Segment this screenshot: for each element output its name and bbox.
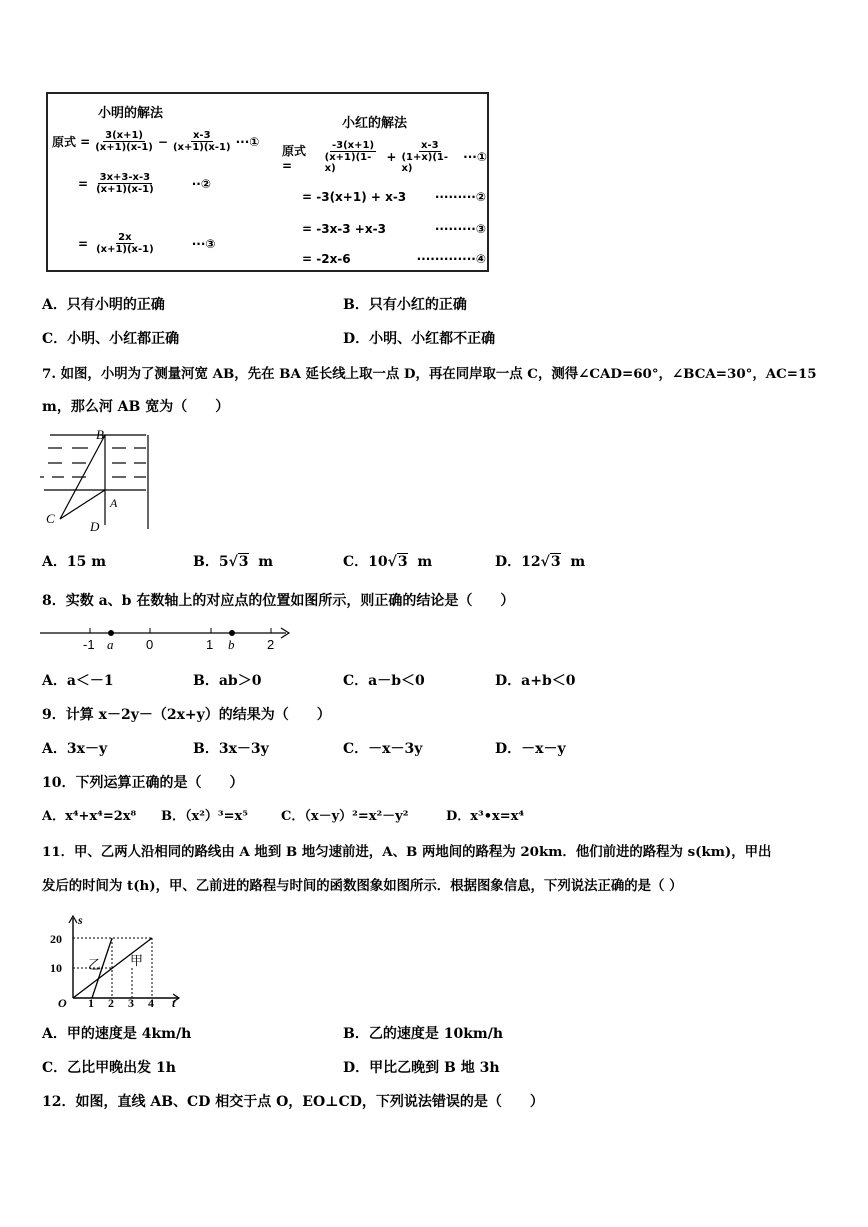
q6-option-a[interactable]: A．只有小明的正确 <box>42 297 165 313</box>
q8-point-a: a <box>107 637 114 652</box>
q8-tick-2: 2 <box>267 637 275 652</box>
q11-graph <box>44 912 184 1008</box>
q8-tick-0: 0 <box>146 637 154 652</box>
q10-option-c[interactable]: C．（x－y）²=x²－y² <box>281 809 409 824</box>
q9-option-a[interactable]: A．3x－y <box>42 741 108 757</box>
q11-stem-line1: 11．甲、乙两人沿相同的路线由 A 地到 B 地匀速前进，A、B 两地间的路程为 20km．他们前进的路程为 s(km)，甲出 <box>42 844 772 860</box>
hong-step1: 原式 = $\frac{-3(x+1)}{(x+1)(1-x)}$ + $\frac{x-3}{(1+x)(1-x)}$ ···① <box>282 140 487 174</box>
q11-origin: O <box>58 996 67 1008</box>
q11-ytick-10: 10 <box>50 961 62 975</box>
q8-tick-neg1: -1 <box>83 637 95 652</box>
q11-xtick-3: 3 <box>128 996 134 1008</box>
q8-option-c[interactable]: C．a－b＜0 <box>343 673 425 689</box>
ming-step1: 原式 = $\frac{3(x+1)}{(x+1)(x-1)}$ − $\frac{x-3}{(x+1)(x-1)}$ ···① <box>52 130 260 153</box>
q11-label-jia: 甲 <box>130 954 144 969</box>
q7-label-d: D <box>90 519 100 534</box>
sqrt-icon: √ <box>228 554 238 570</box>
q8-stem: 8．实数 a、b 在数轴上的对应点的位置如图所示，则正确的结论是（ ） <box>42 593 515 609</box>
ming-step2: = $\frac{3x+3-x-3}{(x+1)(x-1)}$ ··② <box>78 172 211 195</box>
q9-stem: 9．计算 x－2y－（2x+y）的结果为（ ） <box>42 707 331 723</box>
q11-stem-line2: 发后的时间为 t(h)，甲、乙前进的路程与时间的函数图象如图所示．根据图象信息，下列说法正确的是（ ） <box>42 878 683 894</box>
q11-s-label: s <box>78 913 83 927</box>
q7-label-a: A <box>110 496 118 510</box>
q10-option-a[interactable]: A．x⁴+x⁴=2x⁸ <box>42 809 137 824</box>
q7-option-a[interactable]: A．15 m <box>42 554 107 570</box>
ming-step3: = $\frac{2x}{(x+1)(x-1)}$ ···③ <box>78 232 216 255</box>
sqrt-icon: √ <box>540 554 550 570</box>
q8-point-b: b <box>228 637 235 652</box>
q8-tick-1: 1 <box>206 637 214 652</box>
q10-option-d[interactable]: D．x³•x=x⁴ <box>446 809 525 824</box>
q7-option-b[interactable]: B．5√3 m <box>193 554 274 570</box>
q11-option-b[interactable]: B．乙的速度是 10km/h <box>343 1026 503 1042</box>
q6-option-c[interactable]: C．小明、小红都正确 <box>42 331 180 347</box>
hong-step4: = -2x-6 ·············④ <box>302 252 486 266</box>
q7-label-b: B <box>96 427 104 442</box>
q7-stem-line1: 7. 如图，小明为了测量河宽 AB，先在 BA 延长线上取一点 D，再在同岸取一点 C，测得∠CAD=60°，∠BCA=30°，AC=15 <box>42 366 817 382</box>
q7-label-c: C <box>46 511 55 526</box>
q8-option-a[interactable]: A．a＜－1 <box>42 673 114 689</box>
hong-step3: = -3x-3 +x-3 ·········③ <box>302 222 486 236</box>
q7-option-c[interactable]: C．10√3 m <box>343 554 433 570</box>
hong-step2: = -3(x+1) + x-3 ·········② <box>302 190 486 204</box>
q11-label-yi: 乙 <box>88 958 102 973</box>
q11-option-c[interactable]: C．乙比甲晚出发 1h <box>42 1060 176 1076</box>
q11-ytick-20: 20 <box>50 932 62 946</box>
q11-xtick-4: 4 <box>148 996 154 1008</box>
q7-river-figure <box>38 425 153 535</box>
q6-option-d[interactable]: D．小明、小红都不正确 <box>343 331 496 347</box>
q6-solution-image <box>46 92 489 272</box>
q11-option-d[interactable]: D．甲比乙晚到 B 地 3h <box>343 1060 500 1076</box>
q7-stem-line2: m，那么河 AB 宽为（ ） <box>42 399 230 415</box>
q11-xtick-1: 1 <box>88 996 94 1008</box>
sqrt-icon: √ <box>387 554 397 570</box>
q7-option-d[interactable]: D．12√3 m <box>495 554 586 570</box>
q12-stem: 12．如图，直线 AB、CD 相交于点 O，EO⊥CD，下列说法错误的是（ ） <box>42 1094 544 1110</box>
q6-option-b[interactable]: B．只有小红的正确 <box>343 297 467 313</box>
ming-title: 小明的解法 <box>98 106 164 121</box>
q10-stem: 10．下列运算正确的是（ ） <box>42 775 244 791</box>
q9-option-c[interactable]: C．－x－3y <box>343 741 423 757</box>
q8-option-d[interactable]: D．a+b＜0 <box>495 673 576 689</box>
q9-option-d[interactable]: D．－x－y <box>495 741 566 757</box>
q9-option-b[interactable]: B．3x－3y <box>193 741 269 757</box>
q8-number-line <box>38 622 298 656</box>
q11-xtick-2: 2 <box>108 996 114 1008</box>
q11-t-label: t <box>172 996 176 1008</box>
q11-option-a[interactable]: A．甲的速度是 4km/h <box>42 1026 192 1042</box>
q10-option-b[interactable]: B．（x²）³=x⁵ <box>161 809 248 824</box>
hong-title: 小红的解法 <box>342 116 408 131</box>
q8-option-b[interactable]: B．ab＞0 <box>193 673 262 689</box>
